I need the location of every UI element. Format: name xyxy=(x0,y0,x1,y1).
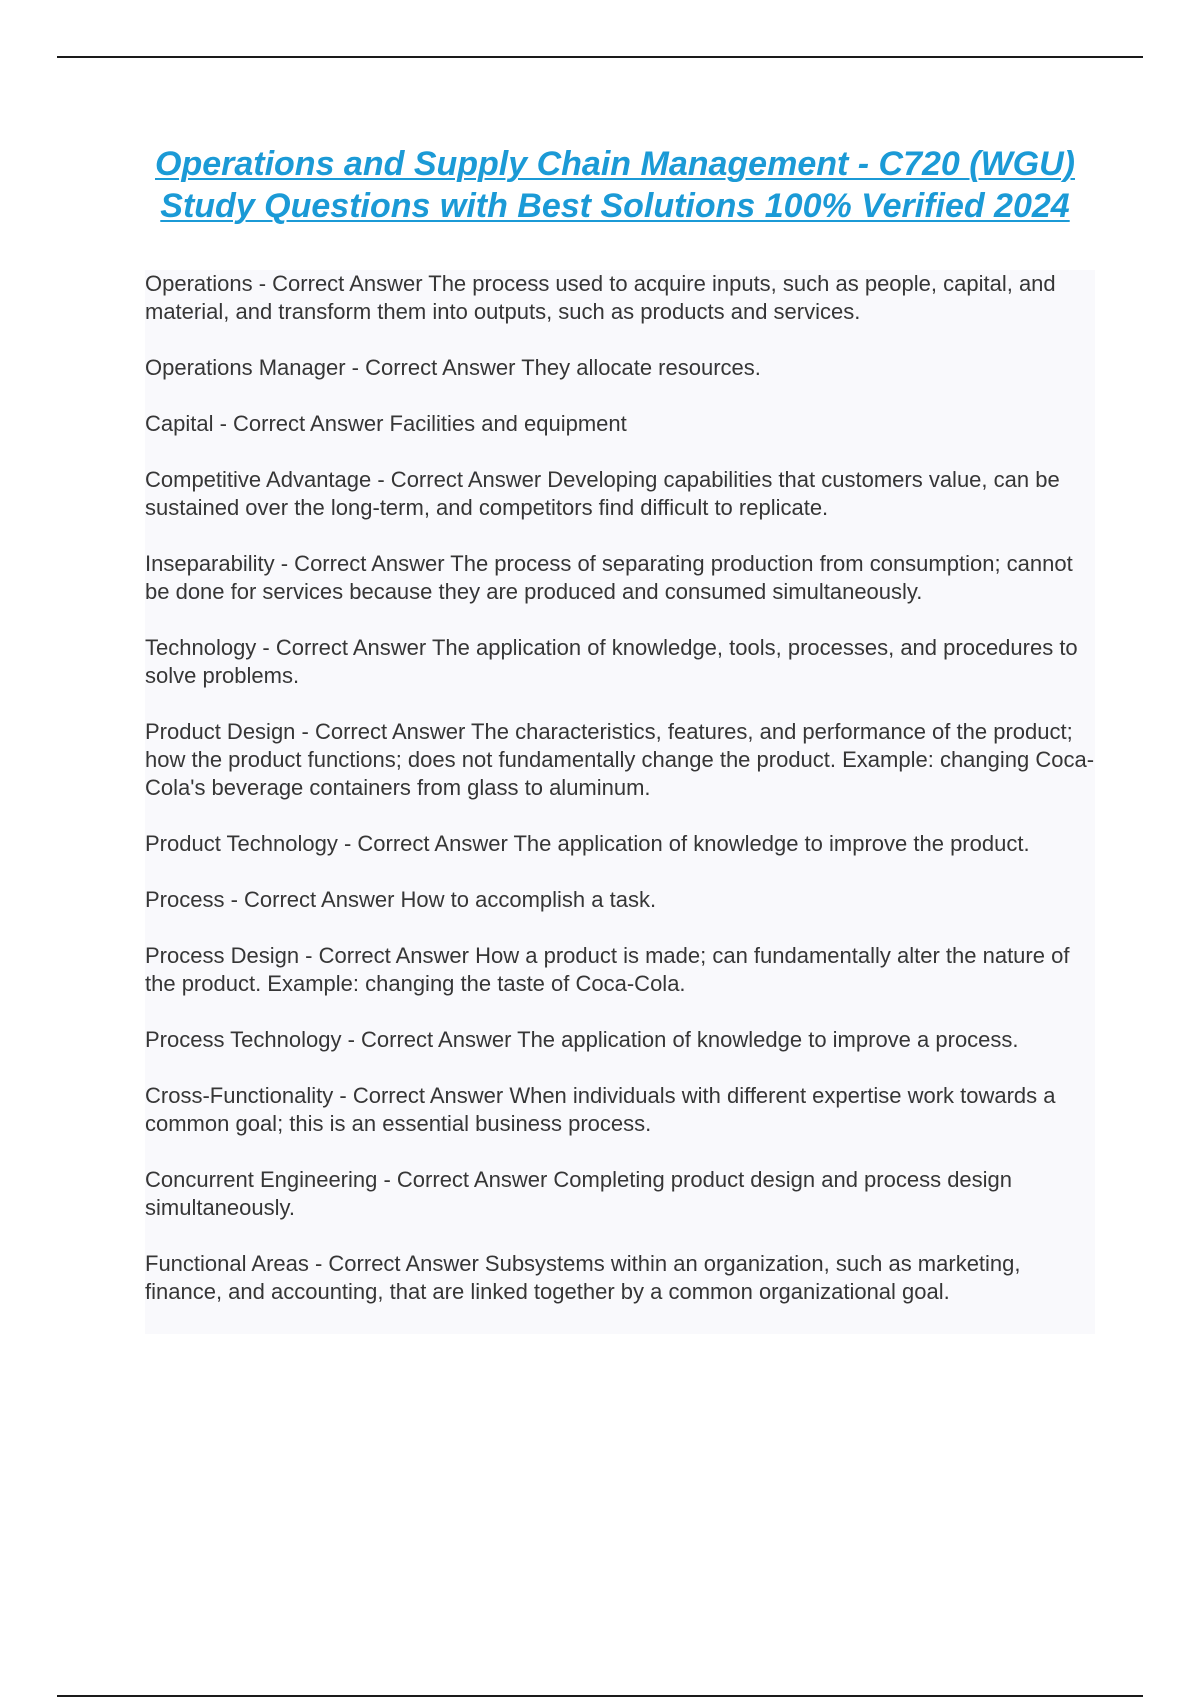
entry-process: Process - Correct Answer How to accomplish a task. xyxy=(145,887,657,912)
entry-process-design: Process Design - Correct Answer How a product is made; can fundamentally alter the nature of the product. Example: changing the taste of Coca-Cola. xyxy=(145,943,1070,996)
answer-list xyxy=(145,270,1095,1334)
entry-operations: Operations - Correct Answer The process used to acquire inputs, such as people, capital, and material, and transform them into outputs, such as products and services. xyxy=(145,271,1056,324)
entry-technology: Technology - Correct Answer The application of knowledge, tools, processes, and procedures to solve problems. xyxy=(145,635,1078,688)
entry-capital: Capital - Correct Answer Facilities and equipment xyxy=(145,411,627,436)
entry-operations-manager: Operations Manager - Correct Answer They allocate resources. xyxy=(145,355,761,380)
bottom-rule xyxy=(57,1695,1143,1697)
top-rule xyxy=(57,56,1143,58)
entry-product-technology: Product Technology - Correct Answer The application of knowledge to improve the product. xyxy=(145,831,1030,856)
entry-concurrent-engineering: Concurrent Engineering - Correct Answer Completing product design and process design simultaneously. xyxy=(145,1167,1013,1220)
entry-functional-areas: Functional Areas - Correct Answer Subsystems within an organization, such as marketing, finance, and accounting, that are linked together by a common organizational goal. xyxy=(145,1251,1021,1304)
entry-cross-functionality: Cross-Functionality - Correct Answer When individuals with different expertise work towards a common goal; this is an essential business process. xyxy=(145,1083,1056,1136)
entry-process-technology: Process Technology - Correct Answer The application of knowledge to improve a process. xyxy=(145,1027,1019,1052)
document-title[interactable]: Operations and Supply Chain Management - C720 (WGU) Study Questions with Best Solutions 100% Verified 2024 xyxy=(155,145,1075,225)
entry-inseparability: Inseparability - Correct Answer The process of separating production from consumption; cannot be done for services because they are produced and consumed simultaneously. xyxy=(145,551,1073,604)
entry-competitive-advantage: Competitive Advantage - Correct Answer Developing capabilities that customers value, can be sustained over the long-term, and competitors find difficult to replicate. xyxy=(145,467,1060,520)
entry-product-design: Product Design - Correct Answer The characteristics, features, and performance of the product; how the product functions; does not fundamentally change the product. Example: changing Coca-Cola's beverage containers from glass to aluminum. xyxy=(145,719,1095,800)
